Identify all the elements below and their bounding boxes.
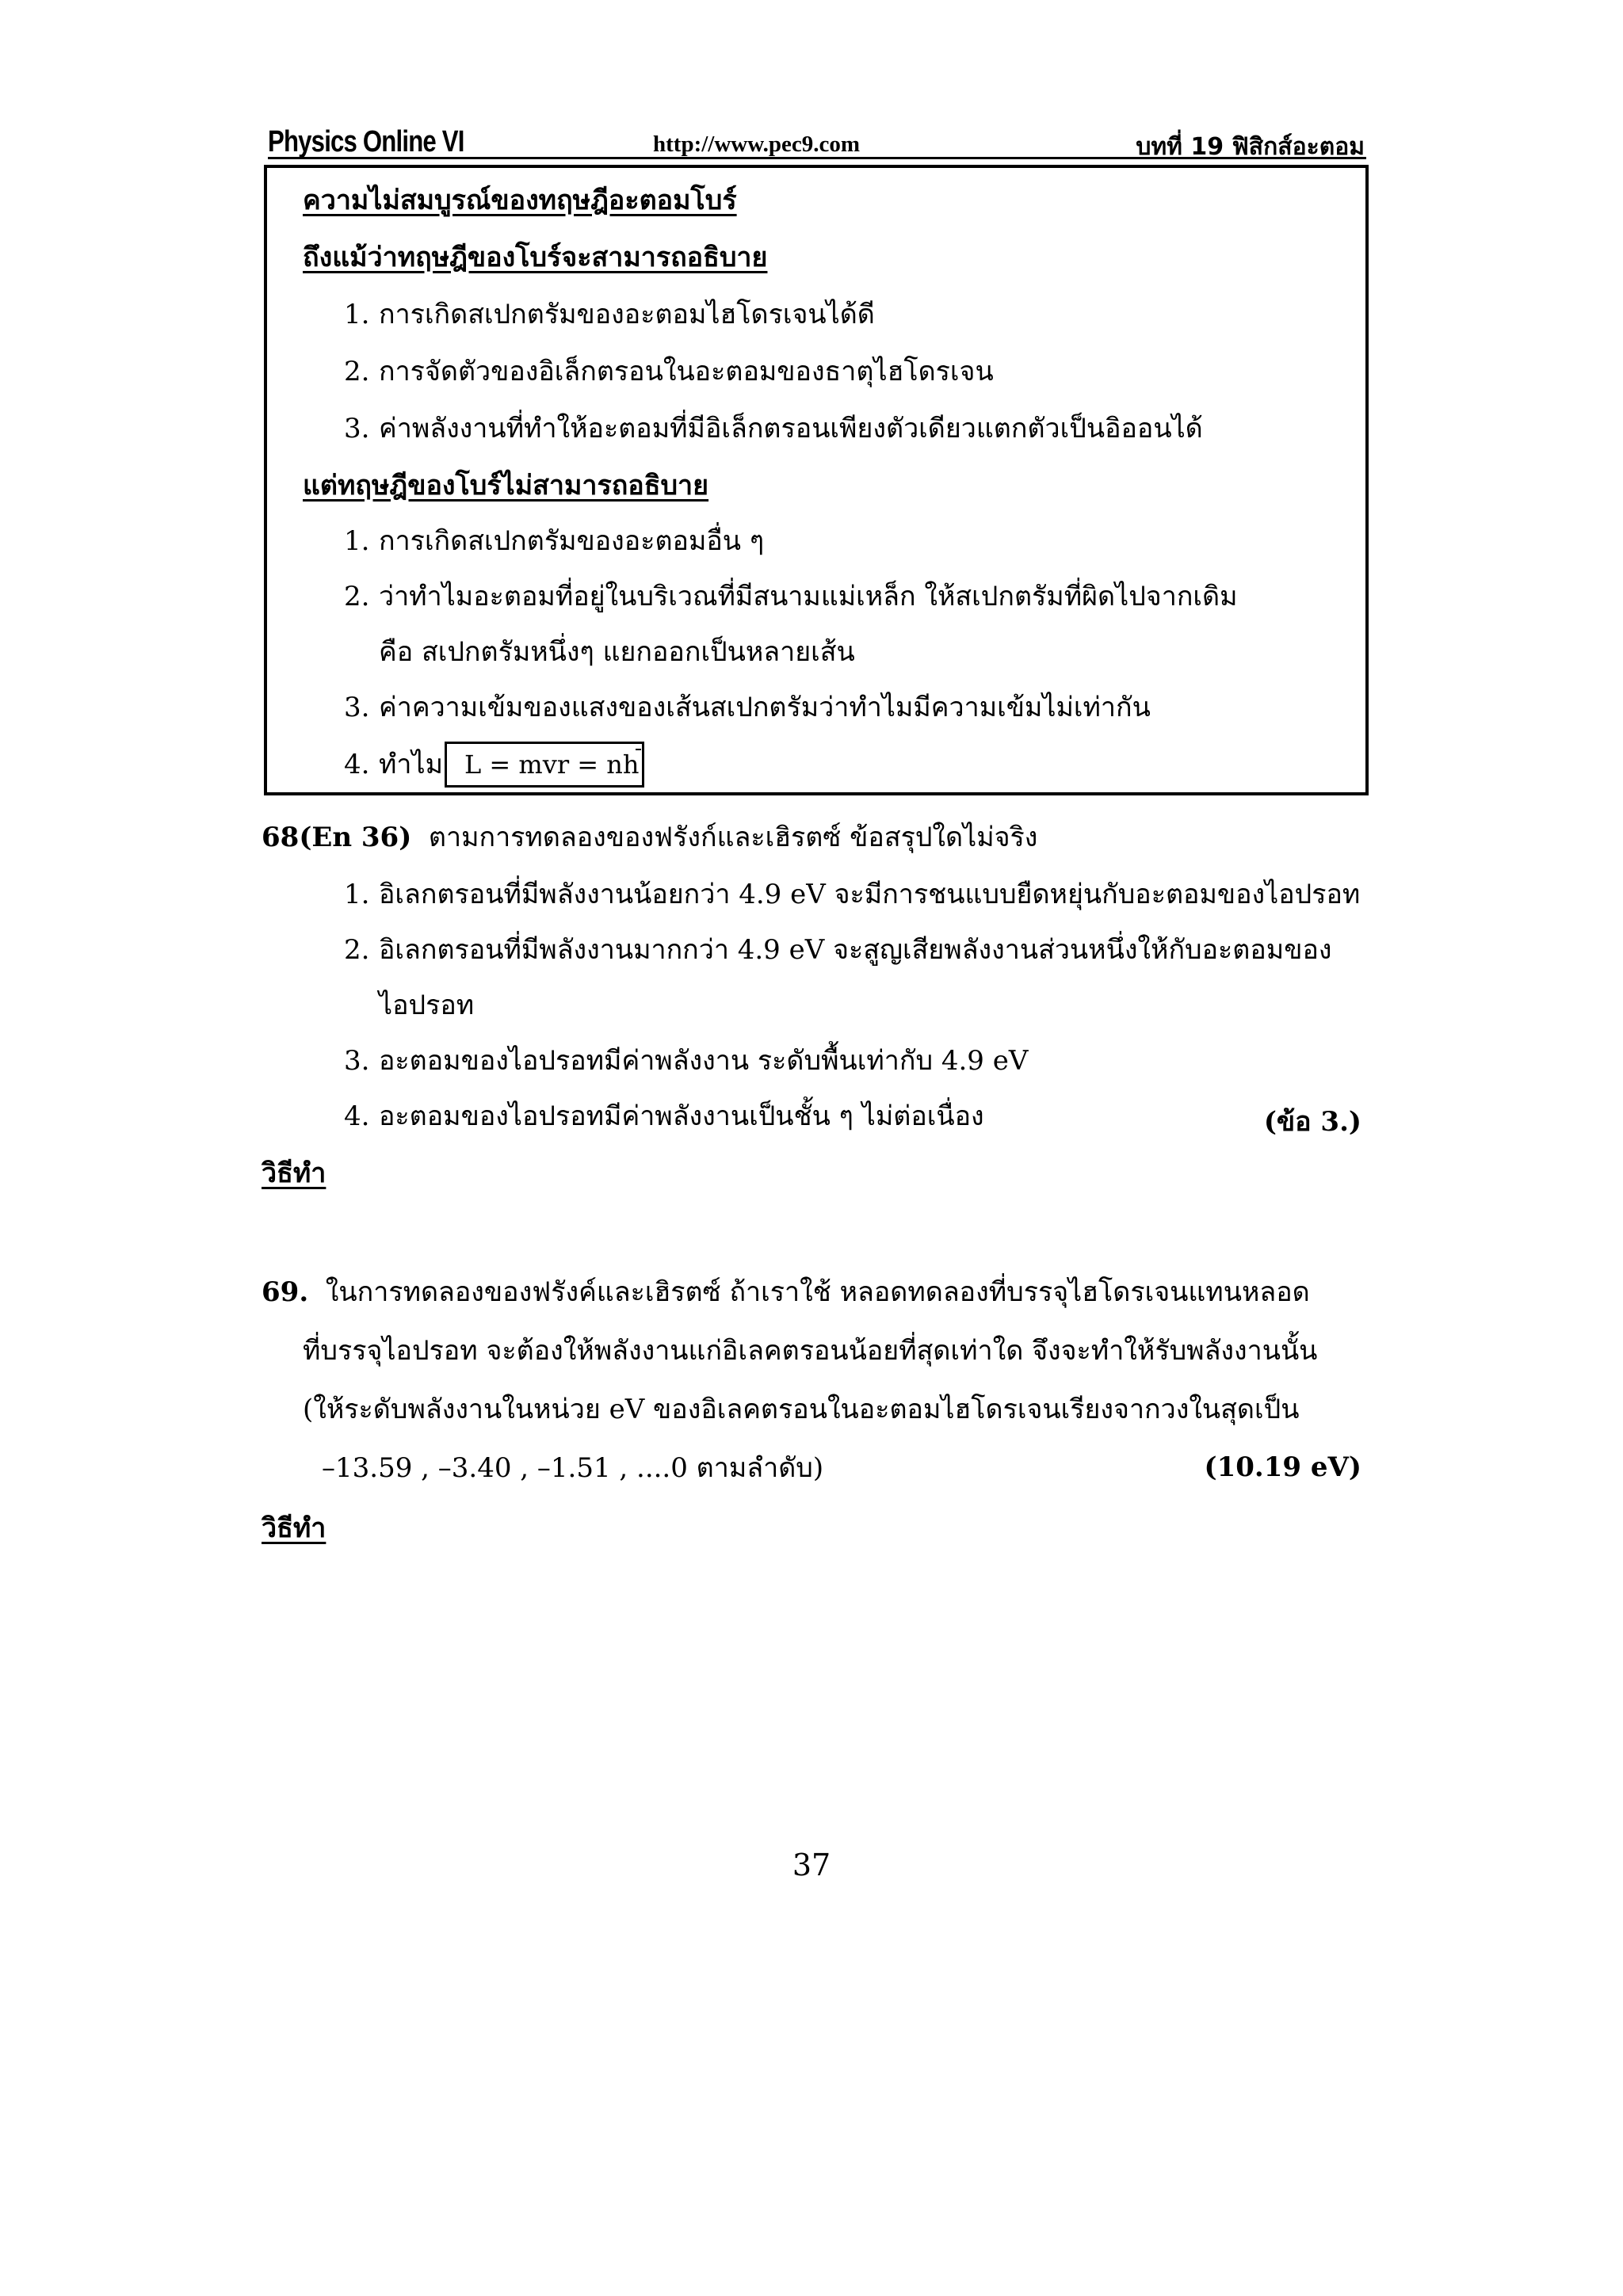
q69-line-3: (ให้ระดับพลังงานในหน่วย eV ของอิเลคตรอนในอะตอมไฮโดรเจนเรียงจากวงในสุดเป็น xyxy=(303,1394,1300,1425)
header-title: Physics Online VI xyxy=(268,125,464,158)
q68-option-1 xyxy=(344,876,1360,913)
q68-option-4 xyxy=(344,1098,984,1135)
q68-stem xyxy=(262,819,1037,856)
cannot-explain-heading: แต่ทฤษฎีของโบร์ไม่สามารถอธิบาย xyxy=(303,470,709,502)
q68-label: 68(En 36) xyxy=(262,822,412,853)
cannot-item-1-text: การเกิดสเปกตรัมของอะตอมอื่น ๆ xyxy=(379,525,765,557)
cannot-item-2-num: 2. xyxy=(344,581,370,612)
q69-line-1-text: ในการทดลองของฟรังค์และเฮิรตซ์ ถ้าเราใช้ หลอดทดลองที่บรรจุไฮโดรเจนแทนหลอด xyxy=(325,1276,1310,1308)
q69-method-label: วิธีทำ xyxy=(262,1512,327,1544)
q68-option-3 xyxy=(344,1043,1028,1079)
formula-lhs: L = mvr = n xyxy=(464,749,623,780)
header-chapter: บทที่ 19 ฟิสิกส์อะตอม xyxy=(1136,133,1365,161)
box-title: ความไม่สมบูรณ์ของทฤษฎีอะตอมโบร์ xyxy=(303,185,737,216)
cannot-item-1 xyxy=(344,523,764,559)
q69-answer: (10.19 eV) xyxy=(1204,1451,1361,1483)
can-item-2-num: 2. xyxy=(344,356,370,387)
can-item-1-text: การเกิดสเปกตรัมของอะตอมไฮโดรเจนได้ดี xyxy=(379,299,875,330)
cannot-item-2-text: ว่าทำไมอะตอมที่อยู่ในบริเวณที่มีสนามแม่เหล็ก ให้สเปกตรัมที่ผิดไปจากเดิม xyxy=(379,581,1238,612)
can-item-3 xyxy=(344,410,1203,447)
cannot-item-3-num: 3. xyxy=(344,692,370,723)
can-item-1-num: 1. xyxy=(344,299,370,330)
q69-line-2: ที่บรรจุไอปรอท จะต้องให้พลังงานแก่อิเลคตรอนน้อยที่สุดเท่าใด จึงจะทำให้รับพลังงานนั้น xyxy=(303,1335,1318,1367)
angular-momentum-formula xyxy=(445,742,644,788)
q68-option-4-num: 4. xyxy=(344,1100,370,1132)
q68-option-3-num: 3. xyxy=(344,1045,370,1077)
q68-option-2-num: 2. xyxy=(344,934,370,966)
q68-option-4-text: อะตอมของไอปรอทมีค่าพลังงานเป็นชั้น ๆ ไม่ต่อเนื่อง xyxy=(379,1100,984,1132)
q68-option-2 xyxy=(344,932,1331,968)
q68-option-1-text: อิเลกตรอนที่มีพลังงานน้อยกว่า 4.9 eV จะมีการชนแบบยืดหยุ่นกับอะตอมของไอปรอท xyxy=(379,879,1361,910)
hbar-symbol: h xyxy=(623,744,640,785)
cannot-item-4-text: ทำไม xyxy=(379,749,444,780)
q68-text: ตามการทดลองของฟรังก์และเฮิรตซ์ ข้อสรุปใดไม่จริง xyxy=(428,822,1038,853)
q68-option-1-num: 1. xyxy=(344,879,370,910)
can-item-3-text: ค่าพลังงานที่ทำให้อะตอมที่มีอิเล็กตรอนเพียงตัวเดียวแตกตัวเป็นอิออนได้ xyxy=(379,413,1203,444)
can-item-2 xyxy=(344,353,994,390)
cannot-item-2 xyxy=(344,578,1238,615)
cannot-item-1-num: 1. xyxy=(344,525,370,557)
q68-option-3-text: อะตอมของไอปรอทมีค่าพลังงาน ระดับพื้นเท่ากับ 4.9 eV xyxy=(379,1045,1029,1077)
cannot-item-4-num: 4. xyxy=(344,749,370,780)
q69-line-1 xyxy=(262,1274,1310,1310)
can-explain-heading: ถึงแม้ว่าทฤษฎีของโบร์จะสามารถอธิบาย xyxy=(303,242,768,273)
cannot-item-3-text: ค่าความเข้มของแสงของเส้นสเปกตรัมว่าทำไมมีความเข้มไม่เท่ากัน xyxy=(379,692,1151,723)
q69-label: 69. xyxy=(262,1276,309,1308)
can-item-3-num: 3. xyxy=(344,413,370,444)
q69-line-4: –13.59 , –3.40 , –1.51 , ....0 ตามลำดับ) xyxy=(322,1452,824,1484)
q68-method-label: วิธีทำ xyxy=(262,1158,327,1189)
cannot-item-4 xyxy=(344,746,443,783)
page-number: 37 xyxy=(792,1848,831,1882)
cannot-item-3 xyxy=(344,689,1151,726)
header-rule xyxy=(268,157,1366,159)
can-item-2-text: การจัดตัวของอิเล็กตรอนในอะตอมของธาตุไฮโดรเจน xyxy=(379,356,994,387)
q68-option-2-cont: ไอปรอท xyxy=(379,990,475,1021)
can-item-1 xyxy=(344,296,875,333)
cannot-item-2-cont: คือ สเปกตรัมหนึ่งๆ แยกออกเป็นหลายเส้น xyxy=(379,636,855,668)
header-url: http://www.pec9.com xyxy=(653,132,860,157)
q68-answer: (ข้อ 3.) xyxy=(1263,1106,1361,1138)
q68-option-2-text: อิเลกตรอนที่มีพลังงานมากกว่า 4.9 eV จะสูญเสียพลังงานส่วนหนึ่งให้กับอะตอมของ xyxy=(379,934,1332,966)
